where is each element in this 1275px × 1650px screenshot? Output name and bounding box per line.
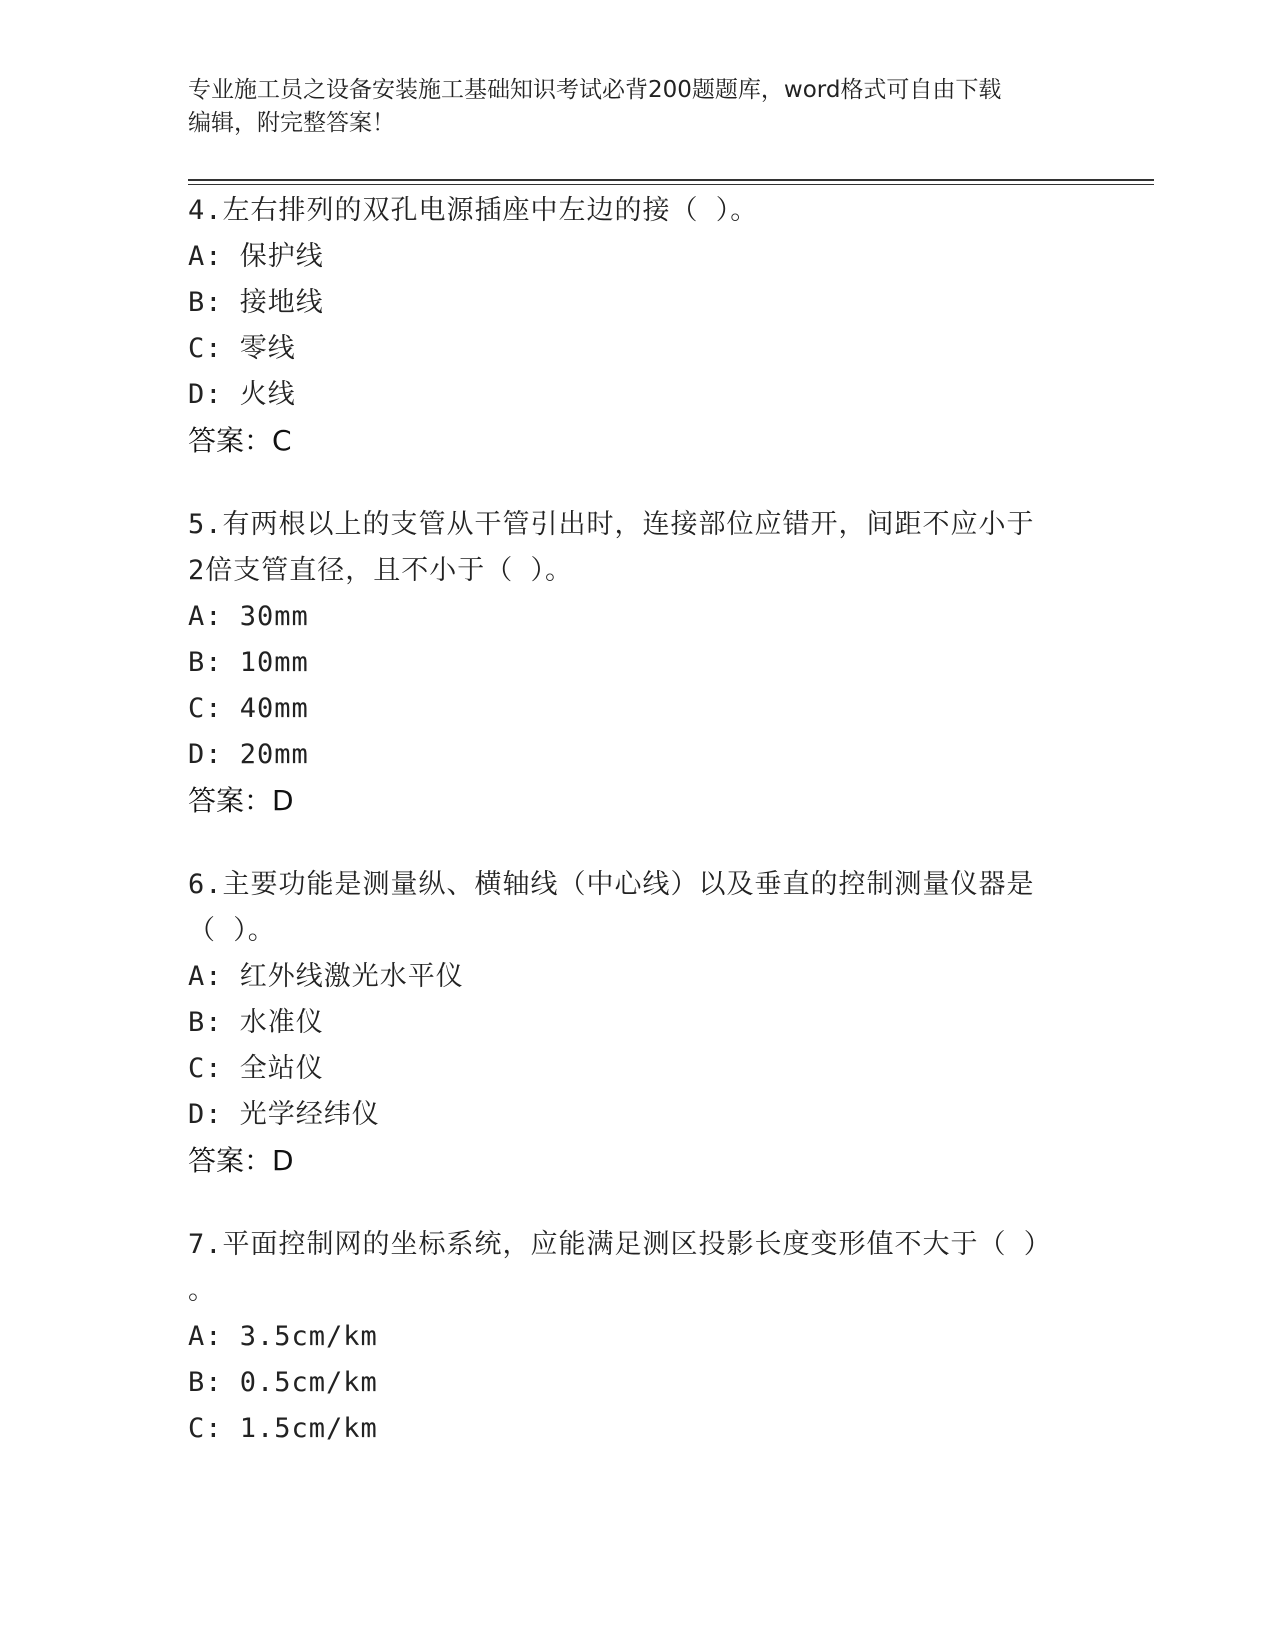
- option-a: A: 红外线激光水平仪: [188, 961, 464, 992]
- option-c: C: 零线: [188, 333, 296, 364]
- header-divider-thick: [188, 179, 1154, 181]
- option-c: C: 全站仪: [188, 1053, 324, 1084]
- header-divider-thin: [188, 184, 1154, 185]
- option-b: B: 0.5cm/km: [188, 1367, 378, 1398]
- option-d: D: 火线: [188, 379, 296, 410]
- header-line-1: 专业施工员之设备安装施工基础知识考试必背200题题库，word格式可自由下载: [188, 77, 1002, 103]
- answer-line: 答案：D: [188, 1144, 294, 1177]
- answer-line: 答案：C: [188, 424, 292, 457]
- document-header: [188, 74, 1088, 140]
- option-c: C: 1.5cm/km: [188, 1413, 378, 1444]
- question-list: [188, 188, 1068, 1490]
- question-7: [188, 1222, 1068, 1452]
- question-4: [188, 188, 1068, 464]
- question-5: [188, 502, 1068, 824]
- option-b: B: 接地线: [188, 287, 324, 318]
- option-a: A: 保护线: [188, 241, 324, 272]
- option-d: D: 光学经纬仪: [188, 1099, 380, 1130]
- question-stem: 5.有两根以上的支管从干管引出时，连接部位应错开，间距不应小于 2倍支管直径，且不小于（ ）。: [188, 509, 1035, 586]
- question-stem: 4.左右排列的双孔电源插座中左边的接（ ）。: [188, 195, 759, 226]
- option-d: D: 20mm: [188, 739, 309, 770]
- option-a: A: 30mm: [188, 601, 309, 632]
- option-c: C: 40mm: [188, 693, 309, 724]
- header-line-2: 编辑，附完整答案！: [188, 110, 395, 136]
- option-a: A: 3.5cm/km: [188, 1321, 378, 1352]
- question-stem: 7.平面控制网的坐标系统，应能满足测区投影长度变形值不大于（ ） 。: [188, 1229, 1052, 1306]
- question-stem: 6.主要功能是测量纵、横轴线（中心线）以及垂直的控制测量仪器是 （ ）。: [188, 869, 1035, 946]
- option-b: B: 水准仪: [188, 1007, 324, 1038]
- option-b: B: 10mm: [188, 647, 309, 678]
- question-6: [188, 862, 1068, 1184]
- answer-line: 答案：D: [188, 784, 294, 817]
